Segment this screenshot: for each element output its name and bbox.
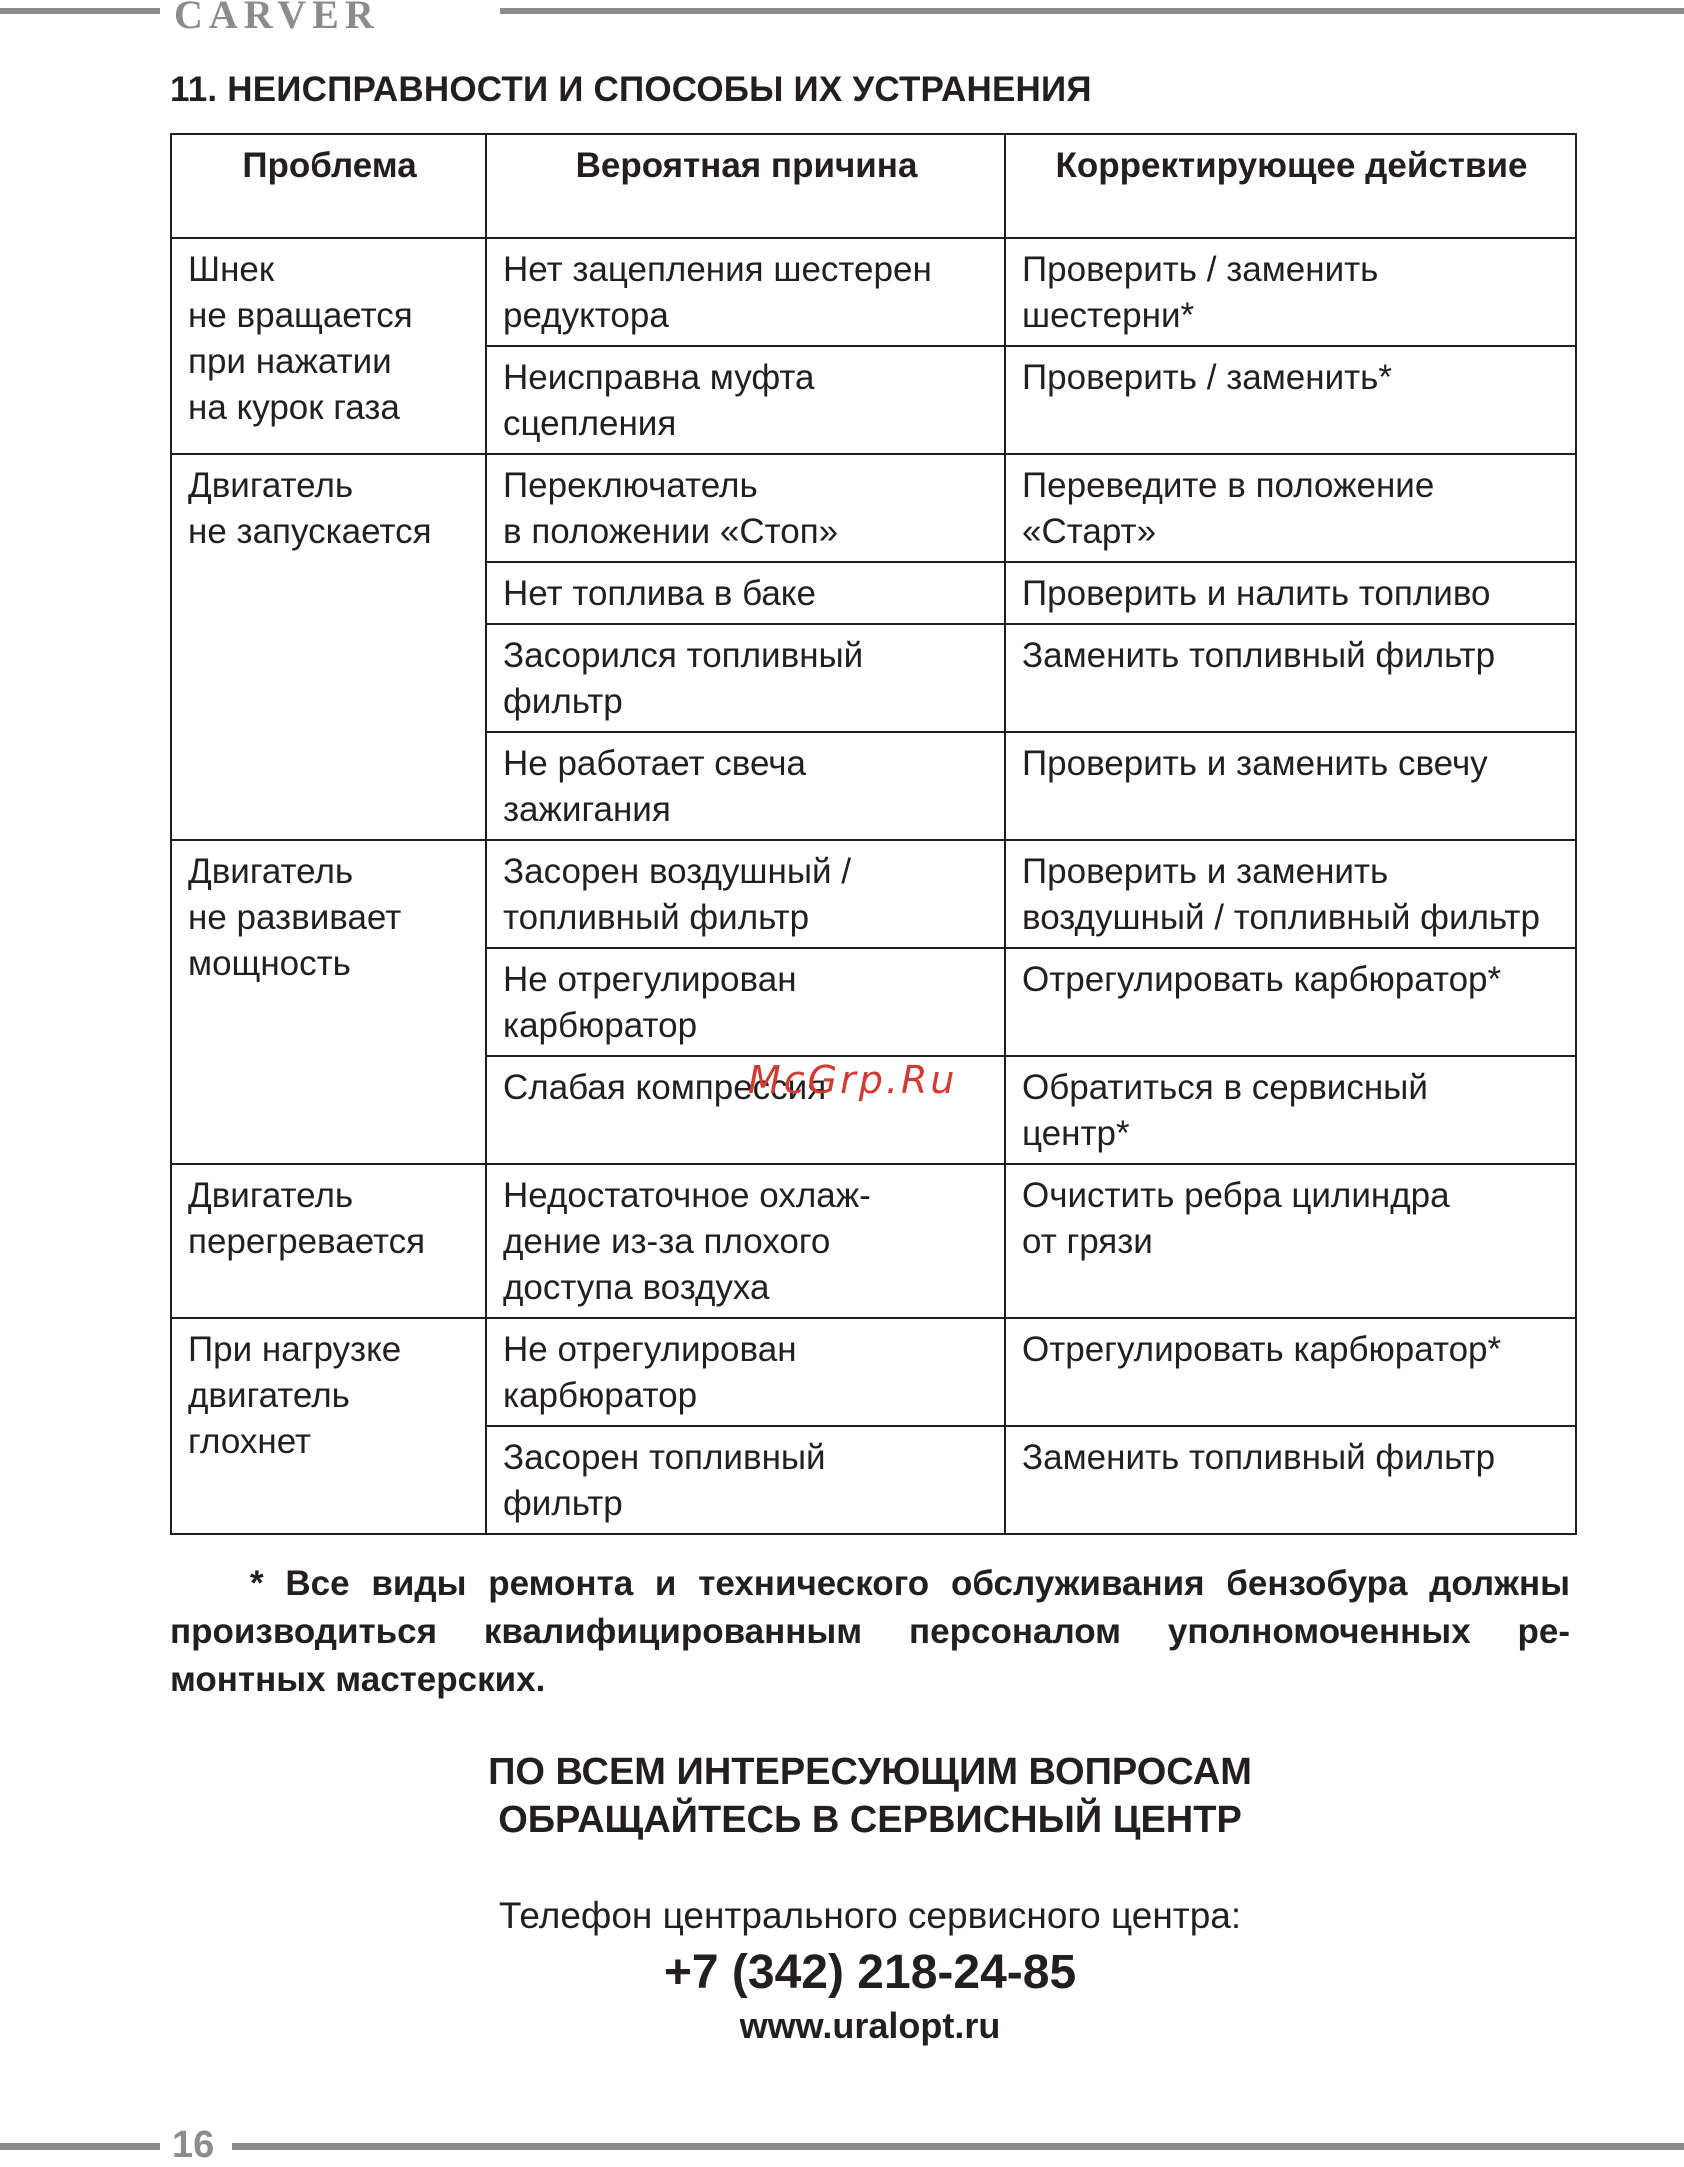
column-header-cause: Вероятная причина — [486, 134, 1005, 238]
table-row — [171, 1318, 1576, 1426]
watermark-text: McGrp.Ru — [748, 1058, 958, 1102]
column-header-action: Корректирующее действие — [1005, 134, 1576, 238]
problem-cell: Шнек не вращается при нажатии на курок газа — [171, 238, 486, 454]
section-title: 11. НЕИСПРАВНОСТИ И СПОСОБЫ ИХ УСТРАНЕНИЯ — [170, 70, 1092, 109]
contact-heading-line-1: ПО ВСЕМ ИНТЕРЕСУЮЩИМ ВОПРОСАМ — [488, 1751, 1252, 1793]
phone-number: +7 (342) 218-24-85 — [663, 1946, 1077, 1999]
troubleshooting-table — [170, 133, 1577, 1535]
table-header-row — [171, 134, 1576, 238]
website-url: www.uralopt.ru — [739, 2005, 1001, 2046]
action-cell: Проверить / заменить шестерни* — [1005, 238, 1576, 346]
column-header-problem: Проблема — [171, 134, 486, 238]
phone-label: Телефон центрального сервисного центра: — [498, 1895, 1242, 1936]
cause-cell: Не отрегулирован карбюратор — [486, 948, 1005, 1056]
header-rule-right — [500, 8, 1684, 14]
repair-footnote: * Все виды ремонта и технического обслуживания бензобура должны производиться квалифицированным персоналом уполномоченных ре-монтных мастерских. — [170, 1564, 1570, 1699]
action-cell: Проверить и заменить свечу — [1005, 732, 1576, 840]
problem-cell: Двигатель не развивает мощность — [171, 840, 486, 1164]
table-row — [171, 454, 1576, 562]
table-row — [171, 1164, 1576, 1318]
action-cell: Проверить и налить топливо — [1005, 562, 1576, 624]
cause-cell: Не отрегулирован карбюратор — [486, 1318, 1005, 1426]
footer-rule-right — [232, 2143, 1684, 2150]
cause-cell: Слабая компрессия — [486, 1056, 1005, 1164]
table-row — [171, 840, 1576, 948]
action-cell: Отрегулировать карбюратор* — [1005, 948, 1576, 1056]
cause-cell: Засорился топливный фильтр — [486, 624, 1005, 732]
cause-cell: Недостаточное охлаж- дение из-за плохого доступа воздуха — [486, 1164, 1005, 1318]
table-row — [171, 238, 1576, 346]
cause-cell: Неисправна муфта сцепления — [486, 346, 1005, 454]
brand-text: CARVER — [174, 0, 380, 30]
action-cell: Отрегулировать карбюратор* — [1005, 1318, 1576, 1426]
cause-cell: Не работает свеча зажигания — [486, 732, 1005, 840]
problem-cell: Двигатель не запускается — [171, 454, 486, 840]
cause-cell: Нет зацепления шестерен редуктора — [486, 238, 1005, 346]
action-cell: Проверить / заменить* — [1005, 346, 1576, 454]
contact-heading-line-2: ОБРАЩАЙТЕСЬ В СЕРВИСНЫЙ ЦЕНТР — [498, 1799, 1242, 1841]
carver-logo — [170, 0, 490, 30]
action-cell: Обратиться в сервисный центр* — [1005, 1056, 1576, 1164]
page-number: 16 — [172, 2124, 215, 2166]
action-cell: Проверить и заменить воздушный / топливный фильтр — [1005, 840, 1576, 948]
cause-cell: Засорен топливный фильтр — [486, 1426, 1005, 1534]
problem-cell: При нагрузке двигатель глохнет — [171, 1318, 486, 1534]
action-cell: Заменить топливный фильтр — [1005, 624, 1576, 732]
header-rule-left — [0, 8, 160, 14]
contact-heading — [170, 1748, 1570, 1844]
cause-cell: Нет топлива в баке — [486, 562, 1005, 624]
action-cell: Переведите в положение «Старт» — [1005, 454, 1576, 562]
problem-cell: Двигатель перегревается — [171, 1164, 486, 1318]
action-cell: Заменить топливный фильтр — [1005, 1426, 1576, 1534]
action-cell: Очистить ребра цилиндра от грязи — [1005, 1164, 1576, 1318]
footer-rule-left — [0, 2143, 160, 2150]
cause-cell: Засорен воздушный / топливный фильтр — [486, 840, 1005, 948]
cause-cell: Переключатель в положении «Стоп» — [486, 454, 1005, 562]
